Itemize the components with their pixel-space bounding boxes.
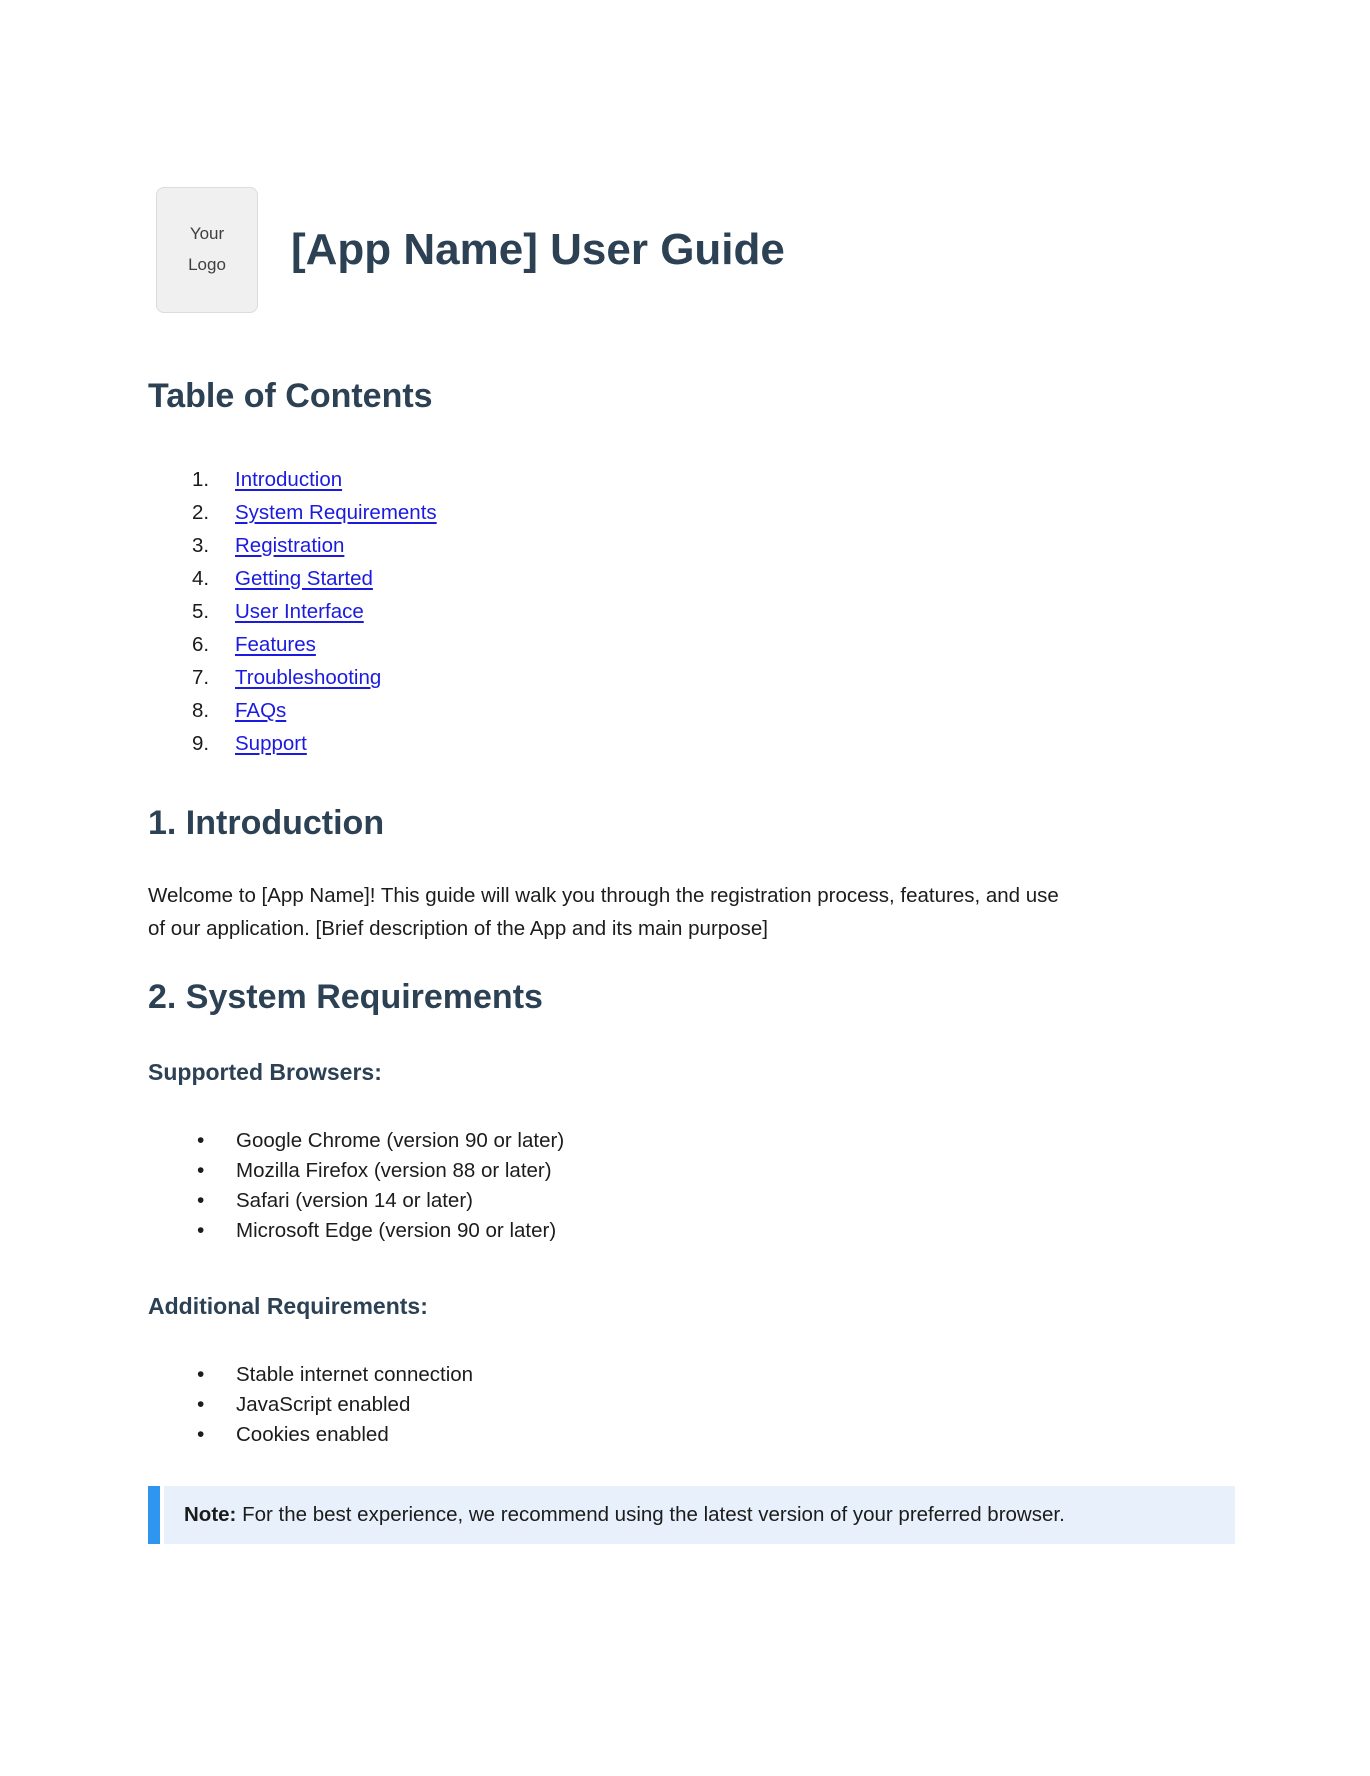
document-header [156, 0, 1235, 313]
toc-link-getting-started[interactable]: Getting Started [235, 567, 373, 590]
toc-link-introduction[interactable]: Introduction [235, 468, 343, 491]
toc-list [148, 463, 1235, 760]
toc-item [148, 661, 1235, 694]
list-item: • JavaScript enabled [148, 1390, 1235, 1420]
list-item: • Google Chrome (version 90 or later) [148, 1126, 1235, 1156]
logo-text-line1: Your [189, 224, 225, 244]
toc-item [148, 727, 1235, 760]
toc-link-user-interface[interactable]: User Interface [235, 600, 364, 623]
list-item: • Mozilla Firefox (version 88 or later) [148, 1156, 1235, 1186]
note-text [184, 1499, 1144, 1530]
note-accent-bar [148, 1486, 160, 1544]
toc-link-system-requirements[interactable]: System Requirements [235, 501, 437, 524]
additional-requirements-list [148, 1360, 1235, 1450]
note-label: Note: [184, 1503, 237, 1526]
note-body [164, 1486, 1235, 1544]
toc-item [148, 496, 1235, 529]
toc-item-number: 7. [192, 666, 210, 689]
document-title: [App Name] User Guide [291, 225, 785, 274]
toc-link-registration[interactable]: Registration [235, 534, 345, 557]
toc-item-number: 2. [192, 501, 210, 524]
toc-item-number: 6. [192, 633, 210, 656]
list-item: • Safari (version 14 or later) [148, 1186, 1235, 1216]
toc-link-features[interactable]: Features [235, 633, 316, 656]
subheading-additional-requirements: Additional Requirements: [148, 1293, 428, 1319]
list-item: • Cookies enabled [148, 1420, 1235, 1450]
note-message: For the best experience, we recommend using the latest version of your preferred browser. [242, 1503, 1065, 1526]
toc-item [148, 562, 1235, 595]
supported-browsers-list [148, 1126, 1235, 1246]
section-heading-introduction: 1. Introduction [148, 804, 385, 842]
toc-heading: Table of Contents [148, 377, 433, 415]
toc-link-faqs[interactable]: FAQs [235, 699, 287, 722]
toc-item-number: 9. [192, 732, 210, 755]
toc-item-number: 5. [192, 600, 210, 623]
toc-link-troubleshooting[interactable]: Troubleshooting [235, 666, 382, 689]
note-callout [148, 1486, 1235, 1544]
toc-item [148, 694, 1235, 727]
toc-item-number: 8. [192, 699, 210, 722]
logo-text-line2: Logo [188, 255, 226, 274]
introduction-paragraph: Welcome to [App Name]! This guide will walk you through the registration process, features, and use of our application. [Brief description of the App and its main purpose] [148, 884, 1059, 940]
toc-item-number: 4. [192, 567, 210, 590]
list-item: • Stable internet connection [148, 1360, 1235, 1390]
list-item: • Microsoft Edge (version 90 or later) [148, 1216, 1235, 1246]
section-heading-system-requirements: 2. System Requirements [148, 978, 543, 1016]
toc-link-support[interactable]: Support [235, 732, 307, 755]
subheading-supported-browsers: Supported Browsers: [148, 1059, 382, 1085]
toc-item [148, 529, 1235, 562]
logo-placeholder [156, 187, 258, 313]
toc-item-number: 3. [192, 534, 210, 557]
toc-item-number: 1. [192, 468, 210, 491]
toc-item [148, 628, 1235, 661]
toc-item [148, 595, 1235, 628]
toc-item [148, 463, 1235, 496]
